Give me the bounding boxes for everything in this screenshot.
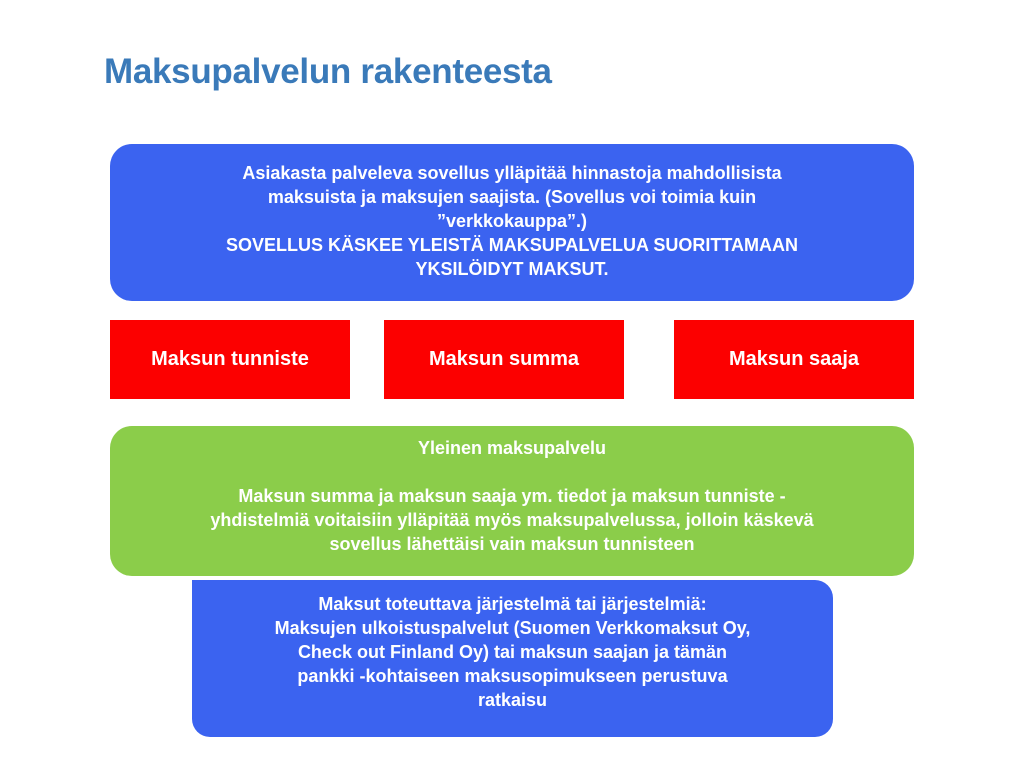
general-service-heading: Yleinen maksupalvelu [417,438,607,458]
payment-system-text-line: pankki -kohtaiseen maksusopimukseen perustuva [297,666,728,686]
payment-identifier-label: Maksun tunniste [151,348,309,370]
payment-recipient-label: Maksun saaja [728,348,860,370]
payment-recipient-box [674,320,914,399]
general-service-text-line: Maksun summa ja maksun saaja ym. tiedot ja maksun tunniste - [238,486,786,506]
payment-system-text-line: Maksujen ulkoistuspalvelut (Suomen Verkkomaksut Oy, [274,618,751,638]
general-service-text-line: yhdistelmiä voitaisiin ylläpitää myös maksupalvelussa, jolloin käskevä [210,510,814,530]
application-text-line: YKSILÖIDYT MAKSUT. [415,258,609,279]
application-text-line: ”verkkokauppa”.) [436,210,588,231]
payment-system-text-line: Maksut toteuttava järjestelmä tai järjestelmiä: [318,594,707,614]
slide-title: Maksupalvelun rakenteesta [104,52,552,91]
payment-amount-label: Maksun summa [428,348,580,370]
application-description-box [110,144,914,301]
general-payment-service-box [110,426,914,576]
payment-system-text-line: Check out Finland Oy) tai maksun saajan ja tämän [297,642,728,662]
payment-system-text-line: ratkaisu [477,690,548,710]
application-description-text [226,161,798,281]
payment-amount-box [384,320,624,399]
application-text-line: SOVELLUS KÄSKEE YLEISTÄ MAKSUPALVELUA SUORITTAMAAN [225,234,799,255]
general-service-text-line: sovellus lähettäisi vain maksun tunnisteen [329,534,695,554]
payment-identifier-box [110,320,350,399]
application-text-line: maksuista ja maksujen saajista. (Sovellus voi toimia kuin [267,186,757,207]
application-text-line: Asiakasta palveleva sovellus ylläpitää hinnastoja mahdollisista [242,162,782,183]
payment-system-box [192,580,833,737]
